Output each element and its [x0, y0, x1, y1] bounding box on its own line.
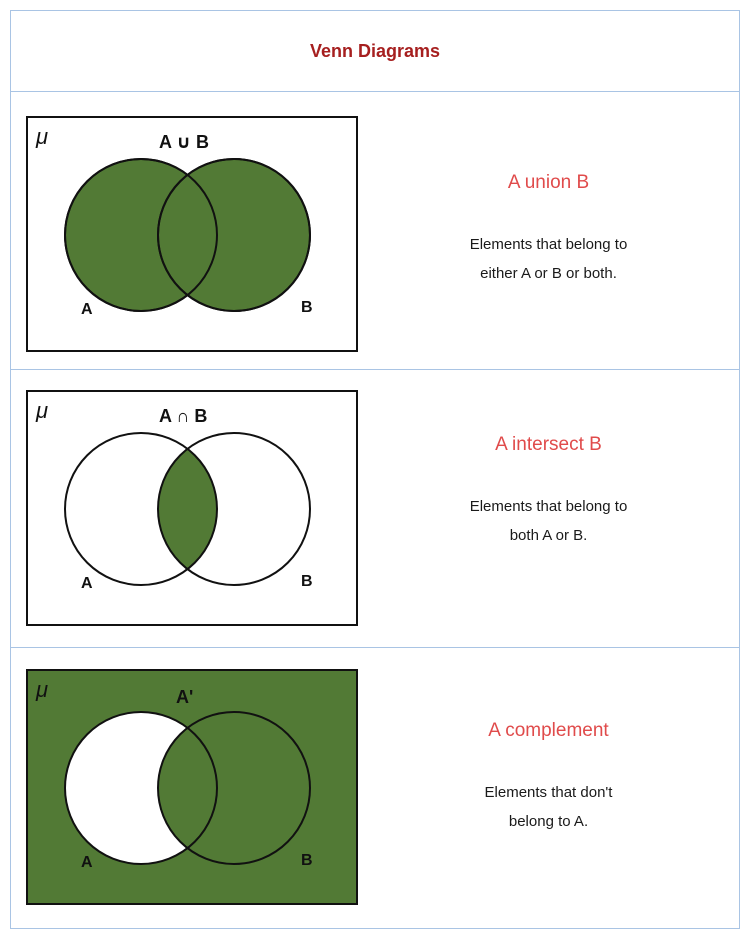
set-notation: A ∪ B — [159, 132, 209, 152]
page-title: Venn Diagrams — [309, 40, 441, 61]
desc-line-2: both A or B. — [509, 527, 588, 544]
complement-diagram — [26, 669, 358, 905]
label-a: A — [81, 575, 93, 592]
set-notation: A ∩ B — [159, 406, 208, 426]
label-b: B — [301, 852, 313, 869]
desc-line-2: belong to A. — [508, 813, 589, 830]
label-a: A — [81, 854, 93, 871]
row-union — [11, 92, 739, 370]
op-title: A complement — [488, 720, 609, 741]
union-diagram — [26, 116, 358, 352]
row-complement — [11, 648, 739, 928]
label-b: B — [301, 573, 313, 590]
table-header — [11, 11, 739, 92]
universe-symbol: μ — [36, 677, 49, 702]
venn-table — [10, 10, 740, 929]
desc-line-2: either A or B or both. — [480, 265, 617, 282]
op-title: A intersect B — [495, 434, 602, 455]
set-notation: A' — [176, 687, 194, 707]
desc-line-1: Elements that belong to — [469, 236, 628, 253]
union-text — [381, 172, 716, 288]
op-title: A union B — [507, 172, 590, 193]
label-b: B — [301, 299, 313, 316]
row-intersection — [11, 370, 739, 648]
op-description — [381, 778, 716, 836]
universe-symbol: μ — [36, 398, 49, 423]
universe-symbol: μ — [36, 124, 49, 149]
desc-line-1: Elements that belong to — [469, 498, 628, 515]
intersection-diagram — [26, 390, 358, 626]
desc-line-1: Elements that don't — [484, 784, 613, 801]
intersection-text — [381, 434, 716, 550]
op-description — [381, 492, 716, 550]
complement-text — [381, 720, 716, 836]
label-a: A — [81, 301, 93, 318]
op-description — [381, 230, 716, 288]
